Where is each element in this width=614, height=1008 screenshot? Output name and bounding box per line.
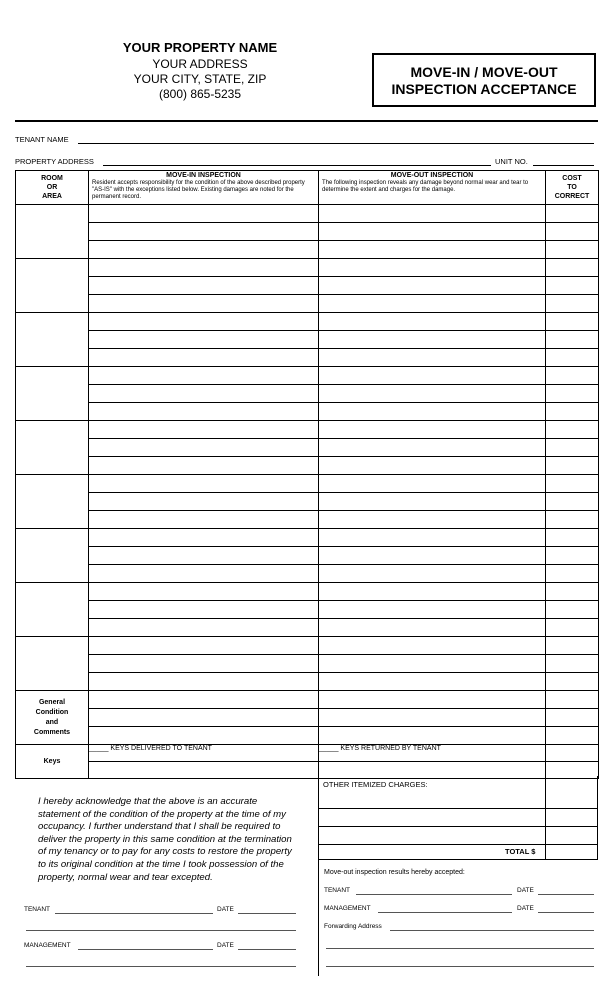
- room-row: [16, 457, 599, 475]
- general-move-out-cell[interactable]: [319, 709, 546, 727]
- inspection-table: [15, 170, 599, 779]
- room-name-cell[interactable]: [16, 475, 89, 529]
- move-out-cell[interactable]: [319, 313, 546, 331]
- move-in-cell[interactable]: [89, 241, 319, 259]
- room-name-cell[interactable]: [16, 421, 89, 475]
- room-row: [16, 205, 599, 223]
- tenant-name-field[interactable]: [78, 143, 594, 144]
- move-in-cell[interactable]: [89, 565, 319, 583]
- room-row: [16, 385, 599, 403]
- room-row: [16, 655, 599, 673]
- move-in-cell[interactable]: [89, 601, 319, 619]
- move-out-cell[interactable]: [319, 367, 546, 385]
- tenant-date-label: DATE: [217, 906, 234, 913]
- move-in-cell[interactable]: [89, 673, 319, 691]
- property-address-field[interactable]: [103, 165, 491, 166]
- keys-cost-cell[interactable]: [546, 745, 599, 762]
- move-out-cell[interactable]: [319, 277, 546, 295]
- property-address-line: YOUR ADDRESS: [152, 57, 248, 71]
- moveout-tenant-date-label: DATE: [517, 887, 534, 894]
- cost-cell[interactable]: [546, 421, 599, 439]
- room-row: [16, 295, 599, 313]
- management-date-field[interactable]: [238, 949, 296, 950]
- room-column-header: ROOM OR AREA: [16, 171, 89, 205]
- acceptance-statement: Move-out inspection results hereby accepted:: [324, 869, 465, 876]
- room-row: [16, 493, 599, 511]
- management-extra-line[interactable]: [26, 966, 296, 967]
- move-out-cell[interactable]: [319, 439, 546, 457]
- move-in-cell[interactable]: [89, 259, 319, 277]
- room-row: [16, 259, 599, 277]
- move-in-cell[interactable]: [89, 385, 319, 403]
- move-in-cell[interactable]: [89, 295, 319, 313]
- move-out-cell[interactable]: [319, 331, 546, 349]
- move-in-cell[interactable]: [89, 223, 319, 241]
- cost-cell[interactable]: [546, 259, 599, 277]
- cost-cell[interactable]: [546, 367, 599, 385]
- keys-returned-field[interactable]: _____ KEYS RETURNED BY TENANT: [319, 745, 546, 762]
- other-charges-box: [318, 776, 598, 860]
- cost-cell[interactable]: [546, 637, 599, 655]
- table-header-row: [16, 171, 599, 205]
- cost-cell[interactable]: [546, 673, 599, 691]
- move-in-cell[interactable]: [89, 349, 319, 367]
- header-divider: [15, 120, 598, 122]
- general-cost-cell[interactable]: [546, 691, 599, 709]
- cost-cell[interactable]: [546, 223, 599, 241]
- room-name-cell[interactable]: [16, 583, 89, 637]
- room-name-cell[interactable]: [16, 259, 89, 313]
- room-row: [16, 277, 599, 295]
- cost-column-header: COST TO CORRECT: [546, 171, 599, 205]
- form-title-box: [372, 53, 596, 107]
- other-charges-label: OTHER ITEMIZED CHARGES:: [323, 780, 428, 789]
- room-row: [16, 619, 599, 637]
- room-row: [16, 421, 599, 439]
- property-city-line: YOUR CITY, STATE, ZIP: [133, 72, 267, 86]
- general-cost-cell[interactable]: [546, 727, 599, 745]
- room-row: [16, 439, 599, 457]
- move-out-cell[interactable]: [319, 421, 546, 439]
- tenant-extra-line[interactable]: [26, 930, 296, 931]
- move-in-cell[interactable]: [89, 421, 319, 439]
- moveout-tenant-field[interactable]: [356, 894, 512, 895]
- move-in-cell[interactable]: [89, 331, 319, 349]
- charges-line: [319, 826, 597, 827]
- move-in-cell[interactable]: [89, 529, 319, 547]
- room-row: [16, 511, 599, 529]
- move-out-cell[interactable]: [319, 493, 546, 511]
- move-out-cell[interactable]: [319, 457, 546, 475]
- general-move-in-cell[interactable]: [89, 727, 319, 745]
- room-row: [16, 241, 599, 259]
- room-name-cell[interactable]: [16, 205, 89, 259]
- move-out-cell[interactable]: [319, 637, 546, 655]
- room-row: [16, 403, 599, 421]
- room-row: [16, 547, 599, 565]
- room-name-cell[interactable]: [16, 367, 89, 421]
- cost-cell[interactable]: [546, 601, 599, 619]
- moveout-management-date-label: DATE: [517, 905, 534, 912]
- form-title-line1: MOVE-IN / MOVE-OUT: [410, 64, 558, 80]
- general-move-out-cell[interactable]: [319, 727, 546, 745]
- room-row: [16, 223, 599, 241]
- move-out-cell[interactable]: [319, 601, 546, 619]
- room-row: [16, 331, 599, 349]
- room-row: [16, 583, 599, 601]
- move-out-cell[interactable]: [319, 529, 546, 547]
- moveout-tenant-label: TENANT: [324, 887, 350, 894]
- move-in-column-header: MOVE-IN INSPECTION Resident accepts responsibility for the condition of the above described property "AS-IS" with the exceptions listed below. Existing damages are noted for the permanent record.: [89, 171, 319, 205]
- cost-cell[interactable]: [546, 511, 599, 529]
- total-label: TOTAL $: [505, 847, 536, 856]
- room-row: [16, 313, 599, 331]
- management-signature-field[interactable]: [78, 949, 213, 950]
- move-out-cell[interactable]: [319, 475, 546, 493]
- tenant-name-label: TENANT NAME: [15, 135, 69, 144]
- move-out-cell[interactable]: [319, 565, 546, 583]
- move-in-cell[interactable]: [89, 205, 319, 223]
- tenant-date-field[interactable]: [238, 913, 296, 914]
- cost-cell[interactable]: [546, 547, 599, 565]
- cost-cell[interactable]: [546, 565, 599, 583]
- move-in-cell[interactable]: [89, 277, 319, 295]
- move-in-cell[interactable]: [89, 457, 319, 475]
- cost-cell[interactable]: [546, 403, 599, 421]
- moveout-tenant-date-field[interactable]: [538, 894, 594, 895]
- cost-cell[interactable]: [546, 439, 599, 457]
- general-cost-cell[interactable]: [546, 709, 599, 727]
- move-out-cell[interactable]: [319, 349, 546, 367]
- general-row: [16, 727, 599, 745]
- property-phone: (800) 865-5235: [158, 87, 242, 101]
- charges-divider: [545, 776, 546, 860]
- move-out-cell[interactable]: [319, 403, 546, 421]
- acknowledgement-text: I hereby acknowledge that the above is an accurate statement of the condition of the property at the time of my occupancy. I further understand that I shall be required to deliver the property in this same condition at the termination of my tenancy or to pay for any costs to restore the property to its original condition at the time I took possession of the property, normal wear and tear excepted.: [38, 796, 292, 883]
- move-in-cell[interactable]: [89, 583, 319, 601]
- cost-cell[interactable]: [546, 331, 599, 349]
- unit-no-field[interactable]: [533, 165, 594, 166]
- bottom-vertical-divider: [318, 776, 319, 976]
- move-in-cell[interactable]: [89, 313, 319, 331]
- management-date-label: DATE: [217, 942, 234, 949]
- move-out-column-header: MOVE-OUT INSPECTION The following inspection reveals any damage beyond normal wear and tear to determine the extent and charges for the damage.: [319, 171, 546, 205]
- move-in-cell[interactable]: [89, 475, 319, 493]
- move-in-cell[interactable]: [89, 637, 319, 655]
- moveout-management-label: MANAGEMENT: [324, 905, 371, 912]
- room-row: [16, 673, 599, 691]
- move-out-cell[interactable]: [319, 673, 546, 691]
- move-in-cell[interactable]: [89, 655, 319, 673]
- move-in-description: Resident accepts responsibility for the condition of the above described property "AS-IS" with the exceptions listed below. Existing damages are noted for the permanent record.: [92, 180, 305, 200]
- cost-cell[interactable]: [546, 295, 599, 313]
- move-out-cell[interactable]: [319, 205, 546, 223]
- cost-cell[interactable]: [546, 457, 599, 475]
- charges-line: [319, 844, 597, 845]
- move-out-cell[interactable]: [319, 655, 546, 673]
- cost-cell[interactable]: [546, 655, 599, 673]
- move-out-cell[interactable]: [319, 583, 546, 601]
- tenant-signature-label: TENANT: [24, 906, 50, 913]
- move-out-description: The following inspection reveals any damage beyond normal wear and tear to determine the extent and charges for the damage.: [322, 180, 529, 193]
- room-row: [16, 637, 599, 655]
- moveout-management-date-field[interactable]: [538, 912, 594, 913]
- cost-cell[interactable]: [546, 241, 599, 259]
- room-name-cell[interactable]: [16, 637, 89, 691]
- move-out-cell[interactable]: [319, 295, 546, 313]
- tenant-signature-field[interactable]: [55, 913, 213, 914]
- general-move-in-cell[interactable]: [89, 691, 319, 709]
- management-signature-label: MANAGEMENT: [24, 942, 71, 949]
- forwarding-address-field[interactable]: [390, 930, 594, 931]
- form-title-line2: INSPECTION ACCEPTANCE: [391, 81, 577, 97]
- cost-cell[interactable]: [546, 277, 599, 295]
- move-out-cell[interactable]: [319, 223, 546, 241]
- cost-cell[interactable]: [546, 475, 599, 493]
- move-in-cell[interactable]: [89, 493, 319, 511]
- move-in-cell[interactable]: [89, 439, 319, 457]
- general-row: [16, 691, 599, 709]
- keys-row: [16, 745, 599, 762]
- keys-move-in-cell[interactable]: [89, 762, 319, 779]
- charges-line: [319, 808, 597, 809]
- cost-cell[interactable]: [546, 349, 599, 367]
- general-move-in-cell[interactable]: [89, 709, 319, 727]
- cost-cell[interactable]: [546, 583, 599, 601]
- general-move-out-cell[interactable]: [319, 691, 546, 709]
- cost-cell[interactable]: [546, 313, 599, 331]
- cost-cell[interactable]: [546, 529, 599, 547]
- unit-no-label: UNIT NO.: [495, 157, 528, 166]
- room-row: [16, 529, 599, 547]
- property-address-label: PROPERTY ADDRESS: [15, 157, 94, 166]
- room-row: [16, 565, 599, 583]
- cost-cell[interactable]: [546, 619, 599, 637]
- general-condition-label: General Condition and Comments: [16, 691, 89, 745]
- move-out-cell[interactable]: [319, 511, 546, 529]
- moveout-management-field[interactable]: [378, 912, 512, 913]
- room-name-cell[interactable]: [16, 529, 89, 583]
- move-out-cell[interactable]: [319, 385, 546, 403]
- keys-label: Keys: [16, 745, 89, 779]
- property-name: YOUR PROPERTY NAME: [122, 40, 278, 55]
- cost-cell[interactable]: [546, 205, 599, 223]
- move-in-cell[interactable]: [89, 403, 319, 421]
- move-in-cell[interactable]: [89, 367, 319, 385]
- move-out-cell[interactable]: [319, 547, 546, 565]
- cost-cell[interactable]: [546, 385, 599, 403]
- room-row: [16, 349, 599, 367]
- room-row: [16, 367, 599, 385]
- room-row: [16, 475, 599, 493]
- forwarding-address-line3[interactable]: [326, 966, 594, 967]
- move-out-cell[interactable]: [319, 259, 546, 277]
- move-in-cell[interactable]: [89, 547, 319, 565]
- room-row: [16, 601, 599, 619]
- forwarding-address-line2[interactable]: [326, 948, 594, 949]
- move-out-cell[interactable]: [319, 619, 546, 637]
- cost-cell[interactable]: [546, 493, 599, 511]
- general-row: [16, 709, 599, 727]
- forwarding-address-label: Forwarding Address: [324, 923, 382, 930]
- move-out-cell[interactable]: [319, 241, 546, 259]
- move-in-cell[interactable]: [89, 619, 319, 637]
- move-in-cell[interactable]: [89, 511, 319, 529]
- keys-delivered-field[interactable]: _____ KEYS DELIVERED TO TENANT: [89, 745, 319, 762]
- room-name-cell[interactable]: [16, 313, 89, 367]
